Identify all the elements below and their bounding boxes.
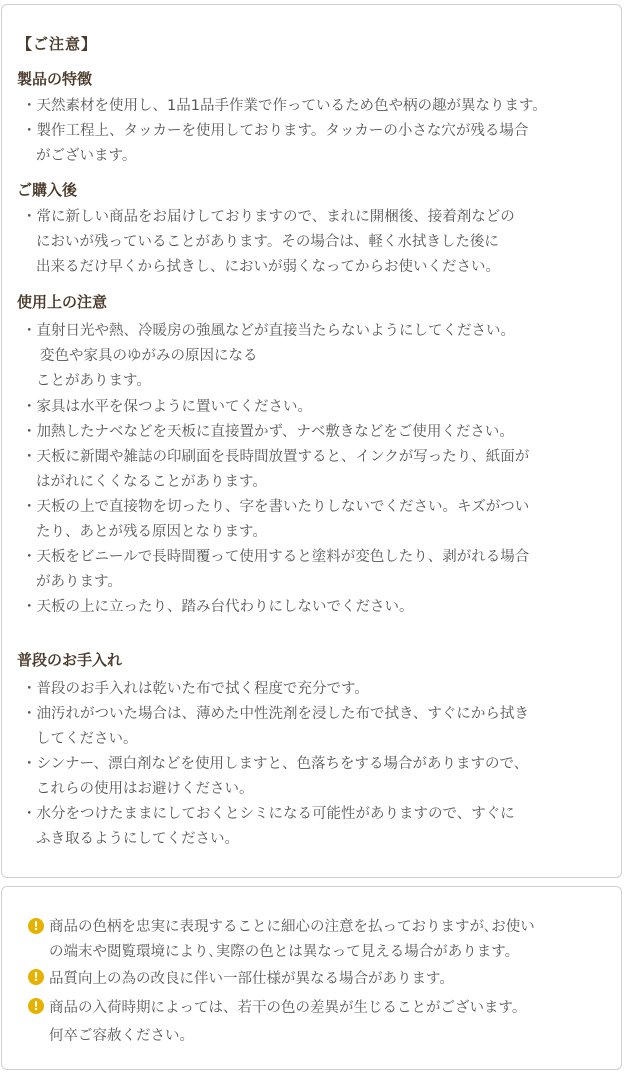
list-item: ・加熱したナベなどを天板に直接置かず、ナベ敷きなどをご使用ください。 <box>22 424 514 440</box>
list-item: ・常に新しい商品をお届けしておりますので、まれに開梱後、接着剤などの <box>22 209 515 225</box>
list-item-continuation: 出来るだけ早くから拭きし、においが弱くなってからお使いください。 <box>36 259 500 275</box>
list-item-continuation: ことがあります。 <box>36 373 151 389</box>
section-heading-after-purchase: ご購入後 <box>17 181 78 199</box>
list-item-continuation: してください。 <box>36 731 138 747</box>
list-item-continuation: これらの使用はお避けください。 <box>36 781 254 797</box>
list-item-continuation: たり、あとが残る原因となります。 <box>36 524 267 540</box>
list-item-continuation: があります。 <box>36 574 122 590</box>
list-item-continuation: がございます。 <box>36 148 137 164</box>
list-item: ・天板に新聞や雑誌の印刷面を長時間放置すると、インクが写ったり、紙面が <box>22 449 530 465</box>
warning-item-continuation: の端末や閲覧環境により､実際の色とは異なって見える場合があります。 <box>49 944 520 960</box>
section-heading-daily-care: 普段のお手入れ <box>17 651 123 669</box>
list-item: ・天板の上で直接物を切ったり、字を書いたりしないでください。キズがつい <box>22 499 530 515</box>
list-item: ・油汚れがついた場合は、薄めた中性洗剤を浸した布で拭き、すぐにから拭き <box>22 706 529 722</box>
list-item-continuation: ふき取るようにしてください。 <box>36 831 239 847</box>
exclamation-circle-icon: ! <box>28 918 44 934</box>
list-item: ・直射日光や熱、冷暖房の強風などが直接当たらないようにしてください。 <box>22 323 515 339</box>
exclamation-circle-icon: ! <box>28 998 44 1014</box>
list-item-continuation: 変色や家具のゆがみの原因になる <box>40 348 258 364</box>
exclamation-circle-icon: ! <box>28 969 44 985</box>
list-item: ・水分をつけたままにしておくとシミになる可能性がありますので、すぐに <box>22 806 515 822</box>
list-item: ・製作工程上、タッカーを使用しております。タッカーの小さな穴が残る場合 <box>22 123 529 139</box>
warning-item-continuation: 何卒ご容赦ください。 <box>49 1028 194 1044</box>
list-item: ・天然素材を使用し、1品1品手作業で作っているため色や柄の趣が異なります。 <box>22 98 547 114</box>
list-item: ・天板をビニールで長時間覆って使用すると塗料が変色したり、剥がれる場合 <box>22 549 530 565</box>
notice-title: 【ご注意】 <box>17 35 98 53</box>
list-item-continuation: においが残っていることがあります。その場合は、軽く水拭きした後に <box>36 234 499 250</box>
warning-item: 品質向上の為の改良に伴い一部仕様が異なる場合があります。 <box>49 971 454 987</box>
section-heading-usage-notes: 使用上の注意 <box>17 293 108 311</box>
section-heading-features: 製品の特徴 <box>17 70 93 88</box>
warning-item: 商品の入荷時期によっては、若干の色の差異が生じることがございます。 <box>49 1000 527 1016</box>
list-item: ・シンナー、漂白剤などを使用しますと、色落ちをする場合がありますので、 <box>22 756 529 772</box>
list-item-continuation: はがれにくくなることがあります。 <box>36 474 267 490</box>
list-item: ・天板の上に立ったり、踏み台代わりにしないでください。 <box>22 599 414 615</box>
warning-item: 商品の色柄を忠実に表現することに細心の注意を払っておりますが､お使い <box>49 919 535 935</box>
list-item: ・普段のお手入れは乾いた布で拭く程度で充分です。 <box>22 681 369 697</box>
list-item: ・家具は水平を保つように置いてください。 <box>22 399 312 415</box>
